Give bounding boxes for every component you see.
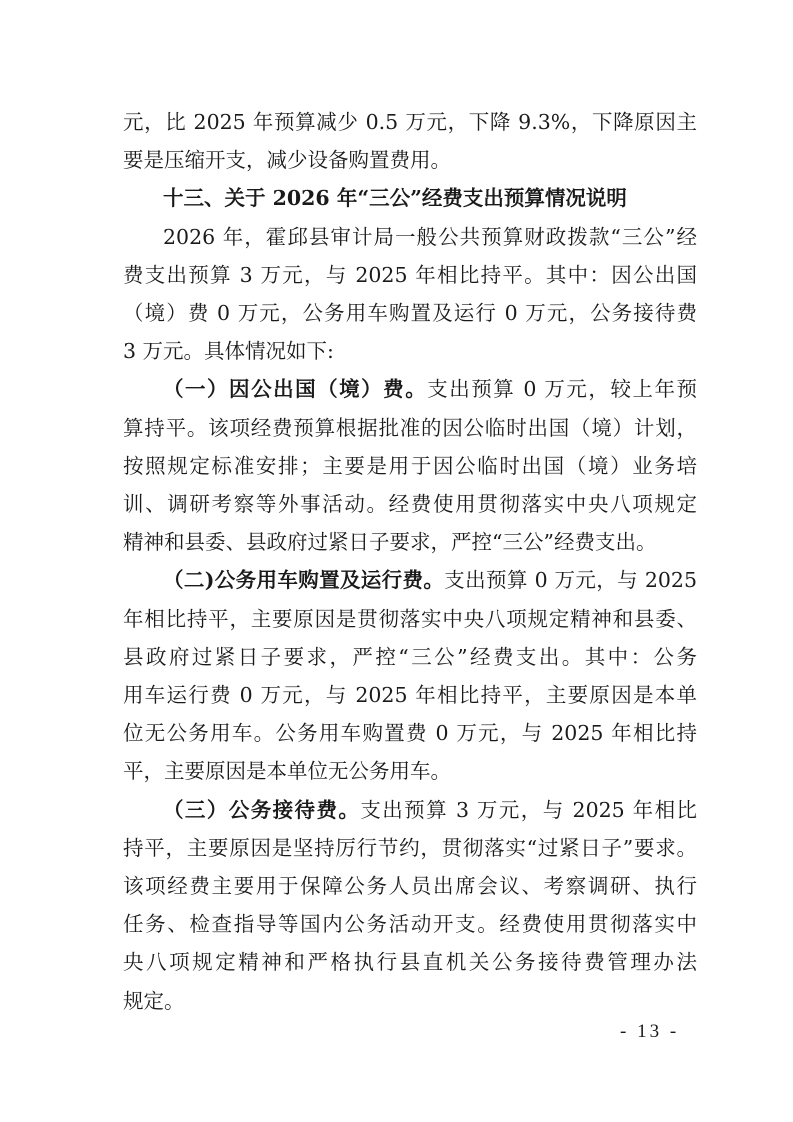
text-line xyxy=(123,642,697,672)
text-line xyxy=(123,680,697,710)
text-line xyxy=(123,756,697,786)
text-line xyxy=(123,451,697,481)
text-line xyxy=(163,565,697,595)
bold-lead-text: 十三、关于 2026 年“三公”经费支出预算情况说明 xyxy=(163,186,627,211)
body-text: 2026 年，霍邱县审计局一般公共预算财政拨款“三公”经 xyxy=(163,224,697,249)
text-line xyxy=(163,795,697,825)
body-text: 3 万元。具体情况如下: xyxy=(123,339,334,364)
bold-lead-text: （三）公务接待费。 xyxy=(163,797,361,822)
text-line xyxy=(123,489,697,519)
text-line xyxy=(123,145,697,175)
body-text: 算持平。该项经费预算根据批准的因公临时出国（境）计划， xyxy=(123,415,697,440)
text-line xyxy=(123,947,697,977)
body-text: 任务、检查指导等国内公务活动开支。经费使用贯彻落实中 xyxy=(123,912,697,937)
body-text: 支出预算 0 万元，与 2025 xyxy=(444,568,698,593)
text-line xyxy=(123,871,697,901)
text-line xyxy=(123,718,697,748)
body-text: 要是压缩开支，减少设备购置费用。 xyxy=(123,148,451,173)
body-text: 规定。 xyxy=(123,988,185,1013)
section-heading xyxy=(163,183,697,213)
bold-lead-text: （一）因公出国（境）费。 xyxy=(163,377,428,402)
text-line xyxy=(123,336,697,366)
page-number: - 13 - xyxy=(620,1021,680,1042)
body-text: 该项经费主要用于保障公务人员出席会议、考察调研、执行 xyxy=(123,874,697,898)
body-text: 支出预算 3 万元，与 2025 年相比 xyxy=(360,797,698,822)
body-text: 年相比持平，主要原因是贯彻落实中央八项规定精神和县委、 xyxy=(123,606,697,631)
text-line xyxy=(163,222,697,252)
body-text: 按照规定标准安排；主要是用于因公临时出国（境）业务培 xyxy=(123,453,697,478)
body-text: 平，主要原因是本单位无公务用车。 xyxy=(123,759,451,784)
text-line xyxy=(123,527,697,557)
body-text: 位无公务用车。公务用车购置费 0 万元，与 2025 年相比持 xyxy=(123,721,697,746)
text-line xyxy=(123,413,697,443)
body-text: 精神和县委、县政府过紧日子要求，严控“三公”经费支出。 xyxy=(123,530,657,555)
text-line xyxy=(123,107,697,137)
text-line xyxy=(123,833,697,863)
body-text: （境）费 0 万元，公务用车购置及运行 0 万元，公务接待费 xyxy=(123,301,697,325)
text-line xyxy=(123,909,697,939)
body-text: 持平，主要原因是坚持厉行节约，贯彻落实“过紧日子”要求。 xyxy=(123,835,697,860)
text-line xyxy=(123,260,697,290)
text-line xyxy=(123,604,697,634)
text-line xyxy=(123,986,697,1016)
body-text: 县政府过紧日子要求，严控“三公”经费支出。其中：公务 xyxy=(123,644,697,669)
text-line xyxy=(123,298,697,328)
body-text: 元，比 2025 年预算减少 0.5 万元，下降 9.3%，下降原因主 xyxy=(123,110,697,134)
body-text: 训、调研考察等外事活动。经费使用贯彻落实中央八项规定 xyxy=(123,492,697,516)
body-text: 费支出预算 3 万元，与 2025 年相比持平。其中：因公出国 xyxy=(123,262,697,287)
bold-lead-text: （二)公务用车购置及运行费。 xyxy=(163,568,445,593)
body-text: 支出预算 0 万元，较上年预 xyxy=(427,377,698,402)
text-line xyxy=(163,374,697,404)
body-text: 央八项规定精神和严格执行县直机关公务接待费管理办法 xyxy=(123,950,697,975)
body-text: 用车运行费 0 万元，与 2025 年相比持平，主要原因是本单 xyxy=(123,683,697,707)
